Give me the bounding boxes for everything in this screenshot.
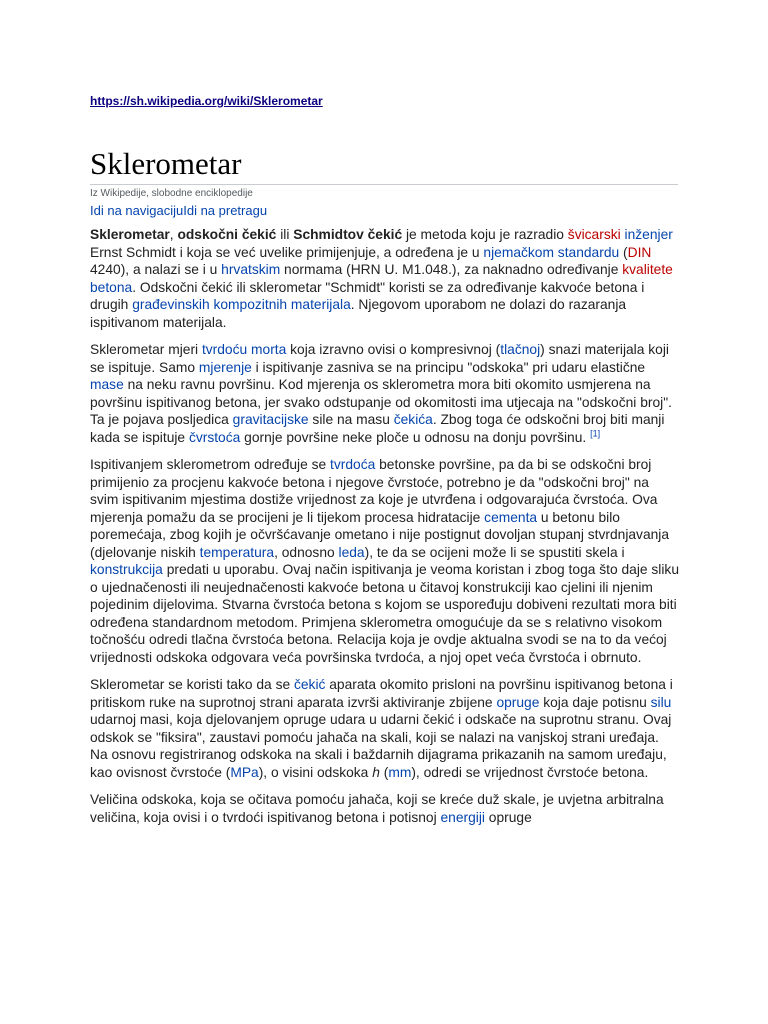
- text: Ispitivanjem sklerometrom određuje se: [90, 457, 331, 472]
- jump-to-search-link[interactable]: Idi na pretragu: [183, 203, 268, 218]
- text: na neku ravnu površinu. Kod mjerenja os sklerometra mora biti okomito usmjerena na površinu ispitivanog betona, jer svako odstupanje od okomitosti ima utjecaja na "odskočni broj". Ta je pojava posljedica: [90, 377, 672, 427]
- link-tvrdocu[interactable]: tvrdoću: [201, 342, 248, 357]
- title-divider: [90, 184, 678, 185]
- text: Veličina odskoka, koja se očitava pomoću jahača, koji se kreće duž skale, je uvjetna arbitralna veličina, koja ovisi i o tvrdoći ispitivanog betona i potisnoj: [90, 792, 664, 825]
- text: (: [619, 244, 628, 260]
- text: . Odskočni čekić ili sklerometar "Schmidt" koristi se za određivanje kakvoće betona i drugih: [90, 279, 645, 312]
- link-kvalitete[interactable]: kvalitete: [622, 262, 673, 277]
- link-energiji[interactable]: energiji: [440, 809, 485, 825]
- text: . Njegovom uporabom ne dolazi do razaranja ispitivanom materijala.: [90, 297, 627, 330]
- text: ) snazi materijala koji se ispituje. Samo: [90, 342, 669, 375]
- text: ), odredi se vrijednost čvrstoće betona.: [411, 764, 649, 780]
- term-bold: Sklerometar: [90, 227, 170, 242]
- source-url-link[interactable]: https://sh.wikipedia.org/wiki/Sklerometar: [90, 94, 323, 108]
- reference-link-1[interactable]: [1]: [590, 427, 601, 438]
- link-cementa[interactable]: cementa: [484, 509, 538, 525]
- text: . Zbog toga će odskočni broj biti manji kada se ispituje: [90, 412, 665, 445]
- text: koja daje potisnu: [539, 694, 651, 710]
- text: aparata okomito prisloni na površinu ispitivanog betona i pritiskom ruke na suprotnoj strani aparata izvrši aktiviranje zbijene: [90, 677, 673, 710]
- link-gradevinskih-kompozitnih-materijala[interactable]: građevinskih kompozitnih materijala: [132, 297, 351, 312]
- text: ), o visini odskoka: [258, 764, 373, 780]
- text: Sklerometar mjeri: [90, 342, 202, 357]
- link-tvrdoca[interactable]: tvrdoća: [330, 457, 376, 472]
- text: sile na masu: [308, 412, 394, 427]
- link-mpa[interactable]: MPa: [230, 764, 259, 780]
- link-mjerenje[interactable]: mjerenje: [198, 359, 252, 375]
- text: betonske površine, pa da bi se odskočni broj primijenio za procjenu kakvoće betona i njegove čvrstoće, potrebno je da "odskočni broj" na svim ispitivanim mjestima dostiže vrijednost za koje je utvrđena i odgovarajuća čvrstoća. Ova mjerenja pomažu da se procijeni je li tijekom procesa hidratacije: [90, 457, 658, 525]
- link-opruge[interactable]: opruge: [496, 694, 540, 710]
- jump-links: [90, 203, 267, 218]
- link-leda[interactable]: leda: [338, 544, 365, 560]
- paragraph-5: [90, 791, 680, 826]
- reference-marker: [590, 428, 600, 438]
- jump-to-navigation-link[interactable]: Idi na navigaciju: [90, 203, 184, 218]
- paragraph-2: [90, 341, 680, 446]
- text: Sklerometar se koristi tako da se: [90, 677, 294, 692]
- link-svicarski[interactable]: švicarski: [567, 227, 621, 242]
- link-konstrukcija[interactable]: konstrukcija: [90, 562, 163, 577]
- text: udarnoj masi, koja djelovanjem opruge udara u udarni čekić i odskače na suprotnu stranu. Ovaj odskok se "fiksira", zaustavi pomoću jahača na skali, koji se nalazi na vanjskoj strani uređaja. Na osnovu registriranog odskoka na skali i baždarnih dijagrama prikazanih na samom uređaju, kao ovisnost čvrstoće (: [90, 712, 672, 780]
- paragraph-3: [90, 456, 680, 666]
- text: i ispitivanje zasniva se na principu "odskoka" pri udaru elastične: [251, 359, 646, 375]
- term-bold: odskočni čekić: [177, 227, 277, 242]
- text: 4240), a nalazi se i u: [90, 262, 222, 277]
- text: normama (HRN U. M1.048.), za naknadno određivanje: [280, 262, 623, 277]
- link-mm[interactable]: mm: [388, 764, 412, 780]
- text: je metoda koju je razradio: [402, 227, 568, 242]
- text: opruge: [484, 809, 532, 825]
- link-din[interactable]: DIN: [627, 244, 652, 260]
- text: gornje površine neke ploče u odnosu na donju površinu.: [240, 429, 591, 445]
- text: , odnosno: [274, 544, 339, 560]
- text: ), te da se ocijeni može li se spustiti skela i: [364, 544, 625, 560]
- link-njemackom-standardu[interactable]: njemačkom standardu: [483, 244, 620, 260]
- term-bold: Schmidtov čekić: [293, 227, 403, 242]
- link-cvrstoca[interactable]: čvrstoća: [188, 429, 241, 445]
- text: Ernst Schmidt i koja se već uvelike primijenjuje, a određena je u: [90, 244, 484, 260]
- page-title: Sklerometar: [90, 146, 242, 181]
- link-morta[interactable]: morta: [251, 342, 287, 357]
- paragraph-intro: [90, 226, 680, 331]
- text: ,: [169, 227, 178, 242]
- article-body: [90, 226, 680, 836]
- link-gravitacijske[interactable]: gravitacijske: [232, 412, 309, 427]
- paragraph-4: [90, 676, 680, 781]
- text: u betonu bilo poremećaja, zbog kojih je očvršćavanje ometano i nije postignut dovoljan stupanj stvrdnjavanja (djelovanje niskih: [90, 509, 670, 560]
- link-silu[interactable]: silu: [650, 694, 672, 710]
- link-inzenjer[interactable]: inženjer: [624, 227, 673, 242]
- variable-italic: h: [372, 764, 380, 780]
- text: predati u uporabu. Ovaj način ispitivanja je veoma koristan i zbog toga što daje sliku o ujednačenosti ili neujednačenosti kakvoće betona u čitavoj konstrukciji kao cjelini ili njenim pojedinim dijelovima. Stvarna čvrstoća betona s kojom se uspoređuju dobiveni rezultati mora biti određena standardnom metodom. Primjena sklerometra omogućuje da se s relativno visokom točnošću odredi tlačna čvrstoća betona. Relacija koja je ovdje aktualna svodi se na to da većoj vrijednosti odskoka odgovara veća površinska tvrdoća, a njoj opet veća čvrstoća i obrnuto.: [90, 562, 680, 665]
- text: (: [379, 764, 389, 780]
- text: ili: [276, 227, 294, 242]
- link-mase[interactable]: mase: [90, 377, 124, 392]
- link-cekic[interactable]: čekić: [293, 677, 326, 692]
- link-betona[interactable]: betona: [90, 279, 133, 295]
- site-tagline: Iz Wikipedije, slobodne enciklopedije: [90, 188, 253, 199]
- text: koja izravno ovisi o kompresivnoj (: [286, 342, 501, 357]
- link-hrvatskim[interactable]: hrvatskim: [221, 262, 281, 277]
- link-temperatura[interactable]: temperatura: [199, 544, 275, 560]
- link-cekica[interactable]: čekića: [393, 412, 433, 427]
- link-tlacnoj[interactable]: tlačnoj: [500, 342, 541, 357]
